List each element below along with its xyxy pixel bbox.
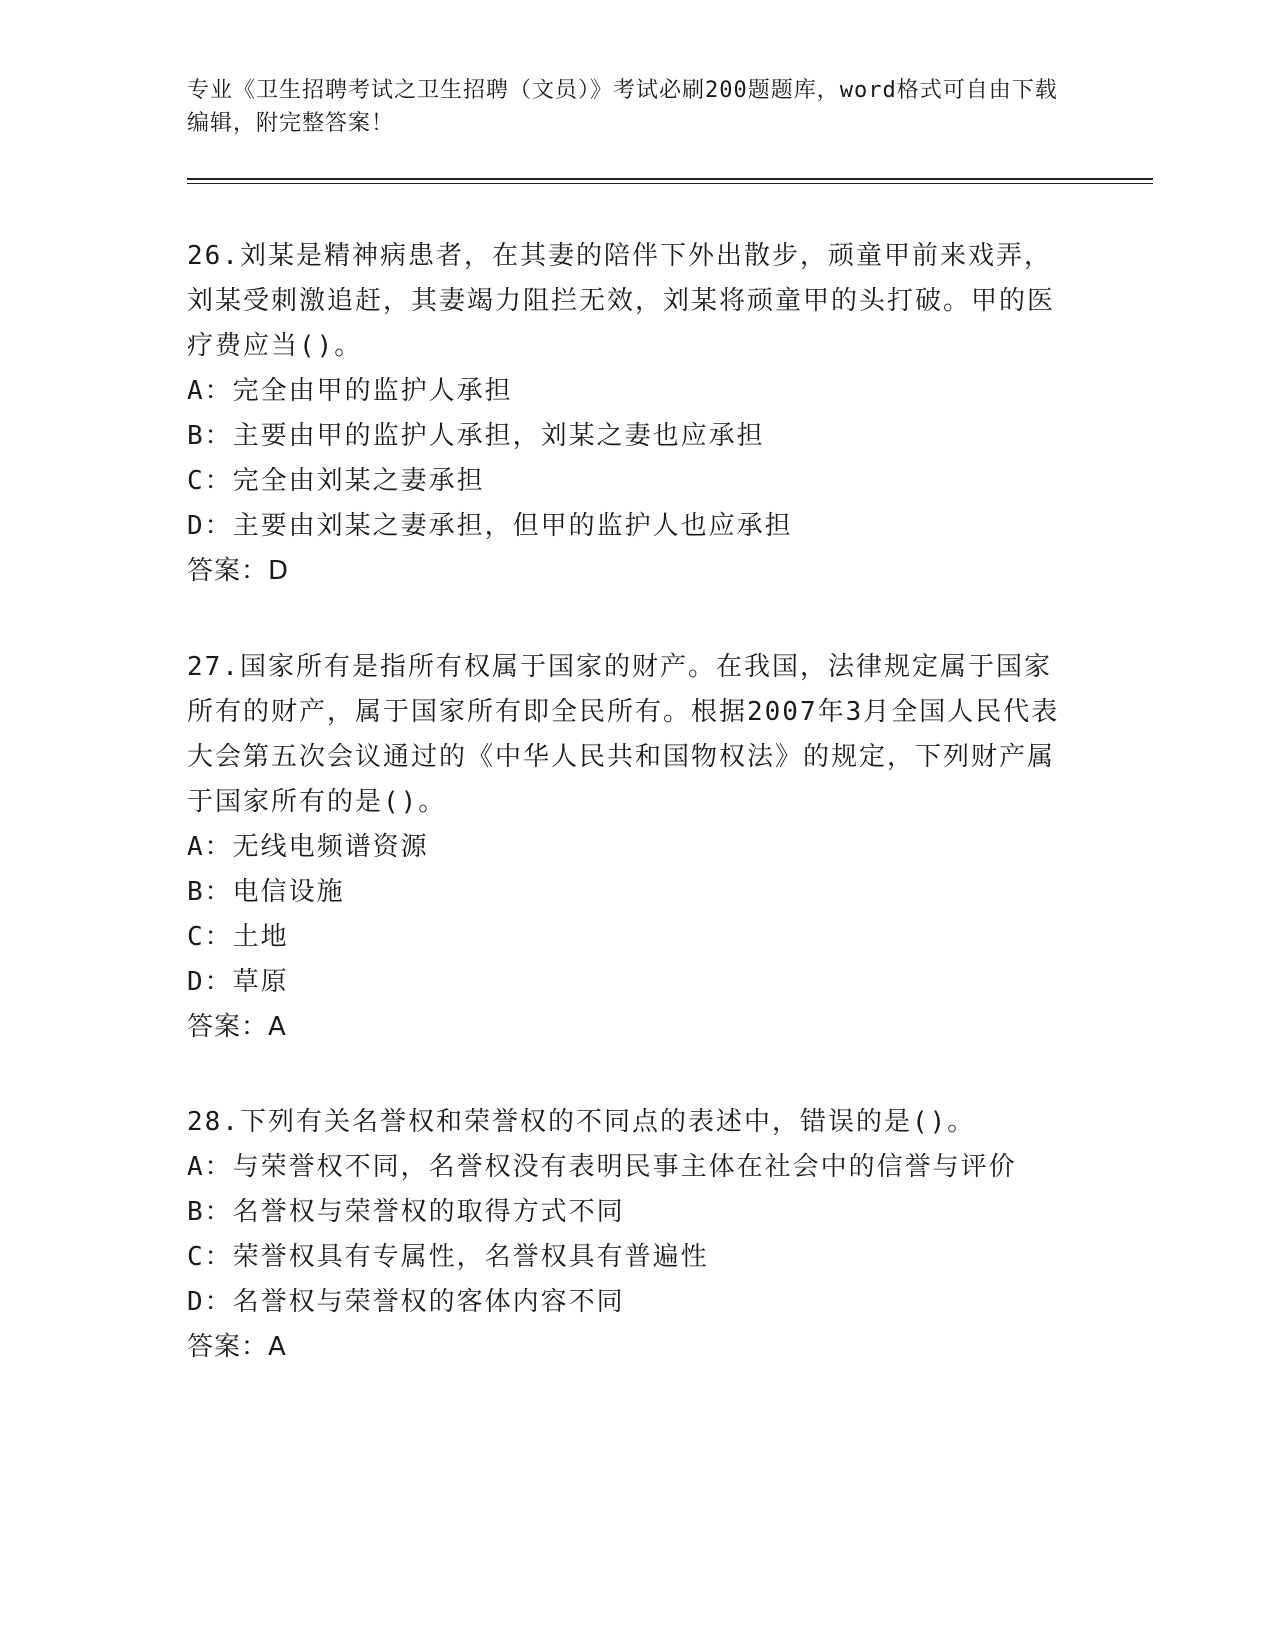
answer-line: 答案：A (187, 1012, 287, 1042)
option-b: B：电信设施 (187, 877, 345, 907)
document-header: 专业《卫生招聘考试之卫生招聘（文员）》考试必刷200题题库，word格式可自由下载编辑，附完整答案！ (187, 78, 1058, 136)
option-d: D：名誉权与荣誉权的客体内容不同 (187, 1287, 625, 1317)
question-stem: 28.下列有关名誉权和荣誉权的不同点的表述中，错误的是()。 (187, 1107, 976, 1137)
question-stem: 26.刘某是精神病患者，在其妻的陪伴下外出散步，顽童甲前来戏弄，刘某受刺激追赶，其妻竭力阻拦无效，刘某将顽童甲的头打破。甲的医疗费应当()。 (187, 241, 1056, 361)
question-block (187, 234, 1077, 594)
option-b: B：主要由甲的监护人承担，刘某之妻也应承担 (187, 421, 765, 451)
option-a: A：完全由甲的监护人承担 (187, 376, 513, 406)
header-divider-thick (187, 178, 1153, 180)
option-c: C：土地 (187, 922, 289, 952)
header-divider-thin (187, 183, 1153, 184)
option-a: A：无线电频谱资源 (187, 832, 429, 862)
answer-line: 答案：D (187, 556, 290, 586)
option-b: B：名誉权与荣誉权的取得方式不同 (187, 1197, 625, 1227)
question-stem: 27.国家所有是指所有权属于国家的财产。在我国，法律规定属于国家所有的财产，属于国家所有即全民所有。根据2007年3月全国人民代表大会第五次会议通过的《中华人民共和国物权法》的规定，下列财产属于国家所有的是()。 (187, 652, 1060, 817)
option-c: C：完全由刘某之妻承担 (187, 466, 485, 496)
option-a: A：与荣誉权不同，名誉权没有表明民事主体在社会中的信誉与评价 (187, 1152, 1017, 1182)
question-block (187, 645, 1077, 1050)
option-d: D：主要由刘某之妻承担，但甲的监护人也应承担 (187, 511, 793, 541)
option-d: D：草原 (187, 967, 289, 997)
option-c: C：荣誉权具有专属性，名誉权具有普遍性 (187, 1242, 709, 1272)
answer-line: 答案：A (187, 1332, 287, 1362)
question-block (187, 1100, 1077, 1370)
